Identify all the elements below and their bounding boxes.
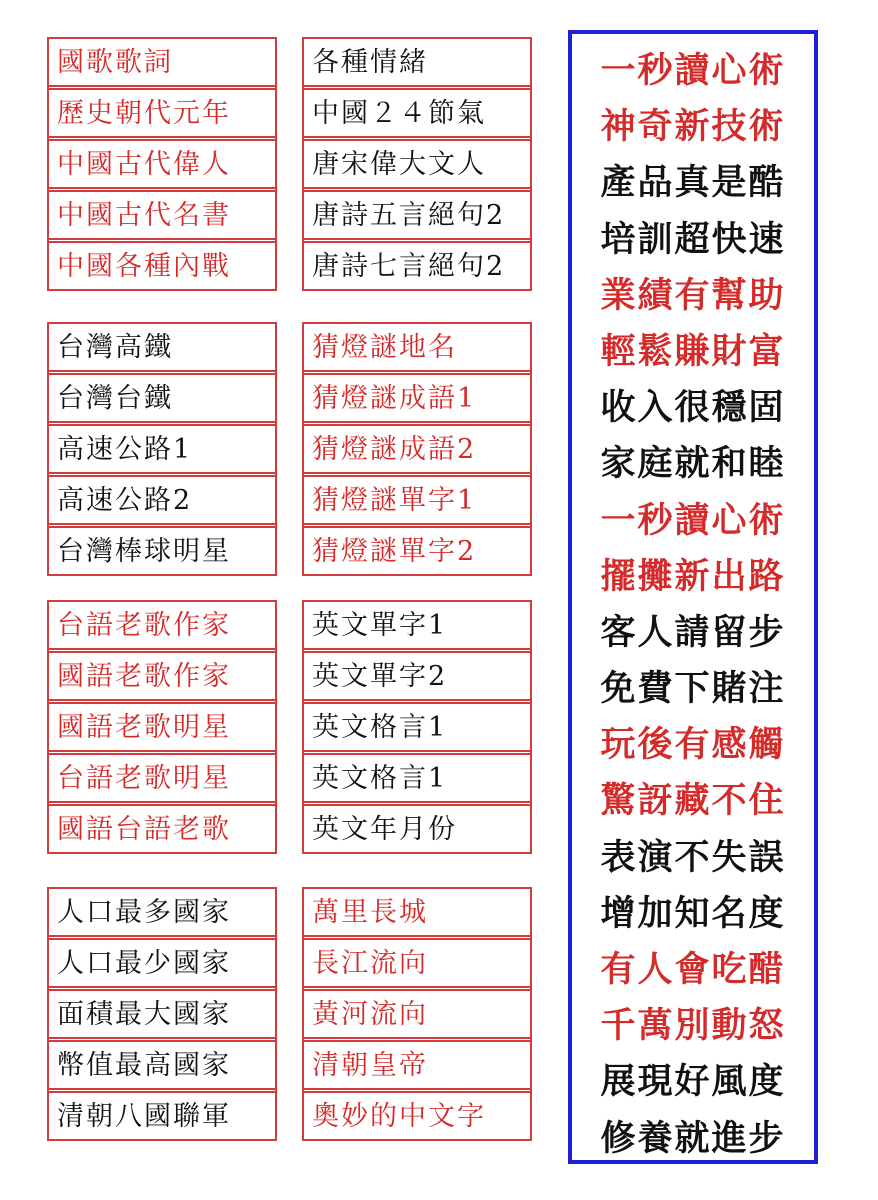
middle-topic-group	[302, 37, 532, 291]
topic-item: 英文單字2	[304, 651, 530, 701]
topic-item: 幣值最高國家	[49, 1040, 275, 1090]
topic-item: 英文格言1	[304, 702, 530, 752]
topic-item: 高速公路2	[49, 475, 275, 525]
topic-item: 唐宋偉大文人	[304, 139, 530, 189]
topic-item: 唐詩五言絕句2	[304, 190, 530, 240]
slogan-line: 修養就進步	[600, 1117, 786, 1159]
topic-item: 國語台語老歌	[49, 804, 275, 854]
topic-item: 清朝八國聯軍	[49, 1091, 275, 1141]
slogan-line: 表演不失誤	[600, 836, 786, 878]
topic-item: 國歌歌詞	[49, 37, 275, 87]
slogan-line: 客人請留步	[600, 611, 786, 653]
topic-item: 唐詩七言絕句2	[304, 241, 530, 291]
topic-item: 人口最少國家	[49, 938, 275, 988]
topic-item: 清朝皇帝	[304, 1040, 530, 1090]
slogan-line: 玩後有感觸	[600, 724, 786, 766]
topic-item: 英文格言1	[304, 753, 530, 803]
topic-item: 猜燈謎成語1	[304, 373, 530, 423]
middle-topic-group	[302, 887, 532, 1141]
slogan-line: 家庭就和睦	[600, 443, 786, 485]
slogan-line: 增加知名度	[600, 892, 786, 934]
topic-item: 英文年月份	[304, 804, 530, 854]
topic-item: 猜燈謎單字1	[304, 475, 530, 525]
topic-item: 猜燈謎成語2	[304, 424, 530, 474]
topic-item: 台灣台鐵	[49, 373, 275, 423]
topic-item: 台語老歌作家	[49, 600, 275, 650]
slogan-line: 業績有幫助	[600, 274, 786, 316]
slogan-line: 免費下賭注	[600, 668, 786, 710]
topic-item: 台灣高鐵	[49, 322, 275, 372]
topic-item: 台語老歌明星	[49, 753, 275, 803]
slogan-line: 輕鬆賺財富	[600, 330, 786, 372]
topic-item: 英文單字1	[304, 600, 530, 650]
slogan-line: 一秒讀心術	[600, 499, 786, 541]
topic-item: 國語老歌明星	[49, 702, 275, 752]
slogan-line: 有人會吃醋	[600, 949, 786, 990]
topic-item: 猜燈謎單字2	[304, 526, 530, 576]
topic-item: 人口最多國家	[49, 887, 275, 937]
slogan-line: 千萬別動怒	[600, 1005, 786, 1047]
topic-item: 奧妙的中文字	[304, 1091, 530, 1141]
topic-item: 猜燈謎地名	[304, 322, 530, 372]
topic-item: 國語老歌作家	[49, 651, 275, 701]
topic-item: 歷史朝代元年	[49, 88, 275, 138]
slogan-line: 展現好風度	[600, 1061, 786, 1103]
middle-topic-group	[302, 600, 532, 854]
left-topic-group	[47, 322, 277, 576]
topic-item: 各種情緒	[304, 37, 530, 87]
topic-item: 台灣棒球明星	[49, 526, 275, 576]
left-topic-group	[47, 887, 277, 1141]
topic-item: 中國古代名書	[49, 190, 275, 240]
slogan-line: 產品真是酷	[600, 162, 786, 204]
topic-item: 面積最大國家	[49, 989, 275, 1039]
topic-item: 萬里長城	[304, 887, 530, 937]
slogan-line: 一秒讀心術	[600, 50, 786, 91]
left-topic-group	[47, 37, 277, 291]
middle-topic-group	[302, 322, 532, 576]
topic-item: 長江流向	[304, 938, 530, 988]
topic-item: 黃河流向	[304, 989, 530, 1039]
slogan-line: 神奇新技術	[600, 106, 786, 148]
topic-item: 中國２４節氣	[304, 88, 530, 138]
left-topic-group	[47, 600, 277, 854]
slogan-line: 培訓超快速	[600, 218, 786, 260]
topic-item: 高速公路1	[49, 424, 275, 474]
slogan-line: 收入很穩固	[600, 387, 786, 429]
slogan-panel	[568, 30, 818, 1164]
topic-item: 中國古代偉人	[49, 139, 275, 189]
topic-item: 中國各種內戰	[49, 241, 275, 291]
slogan-line: 驚訝藏不住	[600, 780, 786, 822]
slogan-line: 擺攤新出路	[600, 555, 786, 597]
